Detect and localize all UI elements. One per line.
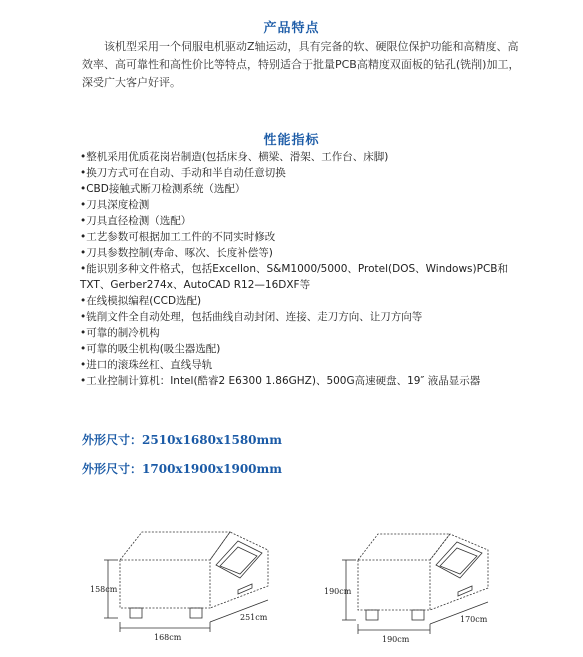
- dimension-line-1: [82, 431, 282, 448]
- spec-item: •刀具参数控制(寿命、啄次、长度补偿等): [80, 247, 273, 259]
- diagram-1-height-label: 158cm: [90, 585, 118, 594]
- spec-item: •换刀方式可在自动、手动和半自动任意切换: [80, 167, 286, 179]
- diagram-2-height-label: 190cm: [324, 587, 352, 596]
- diagram-2-width-label: 190cm: [382, 635, 410, 644]
- specs-list: [80, 149, 530, 389]
- diagram-1-depth-label: 251cm: [240, 613, 268, 622]
- dimension-label: 外形尺寸：: [82, 433, 143, 447]
- diagram-1-width-label: 168cm: [154, 633, 182, 642]
- spec-item: •进口的滚珠丝杠、直线导轨: [80, 359, 213, 371]
- spec-item: •工业控制计算机：Intel(酷睿2 E6300 1.86GHZ)、500G高速硬盘、19″ 液晶显示器: [80, 375, 481, 387]
- diagram-2-depth-label: 170cm: [460, 615, 488, 624]
- spec-item: •CBD接触式断刀检测系统（选配）: [80, 183, 246, 195]
- specs-title: 性能指标: [263, 133, 320, 148]
- features-title: 产品特点: [263, 21, 320, 36]
- spec-item: •工艺参数可根据加工工件的不同实时修改: [80, 231, 276, 243]
- spec-item: •能识别多种文件格式，包括Excellon、S&M1000/5000、Protel(DOS、Windows)PCB和TXT、Gerber274x、AutoCAD R12—16DXF等: [80, 263, 508, 291]
- spec-item: •铣削文件全自动处理，包括曲线自动封闭、连接、走刀方向、让刀方向等: [80, 311, 423, 323]
- spec-item: •刀具深度检测: [80, 199, 150, 211]
- dimension-line-2: [82, 460, 282, 477]
- spec-item: •可靠的吸尘机构(吸尘器选配): [80, 343, 221, 355]
- spec-item: •在线模拟编程(CCD选配): [80, 295, 202, 307]
- machine-diagram-1: [90, 520, 290, 645]
- machine-diagram-2: [320, 520, 520, 645]
- dimension-label: 外形尺寸：: [82, 462, 143, 476]
- dimension-value: 2510x1680x1580mm: [142, 433, 282, 447]
- features-paragraph: 该机型采用一个伺服电机驱动Z轴运动，具有完备的软、硬限位保护功能和高精度、高效率、高可靠性和高性价比等特点，特别适合于批量PCB高精度双面板的钻孔(铣削)加工，深受广大客户好评。: [82, 40, 520, 89]
- spec-item: •刀具直径检测（选配）: [80, 215, 192, 227]
- dimension-value: 1700x1900x1900mm: [142, 462, 282, 476]
- spec-item: •整机采用优质花岗岩制造(包括床身、横梁、滑架、工作台、床脚): [80, 151, 389, 163]
- spec-item: •可靠的制冷机构: [80, 327, 160, 339]
